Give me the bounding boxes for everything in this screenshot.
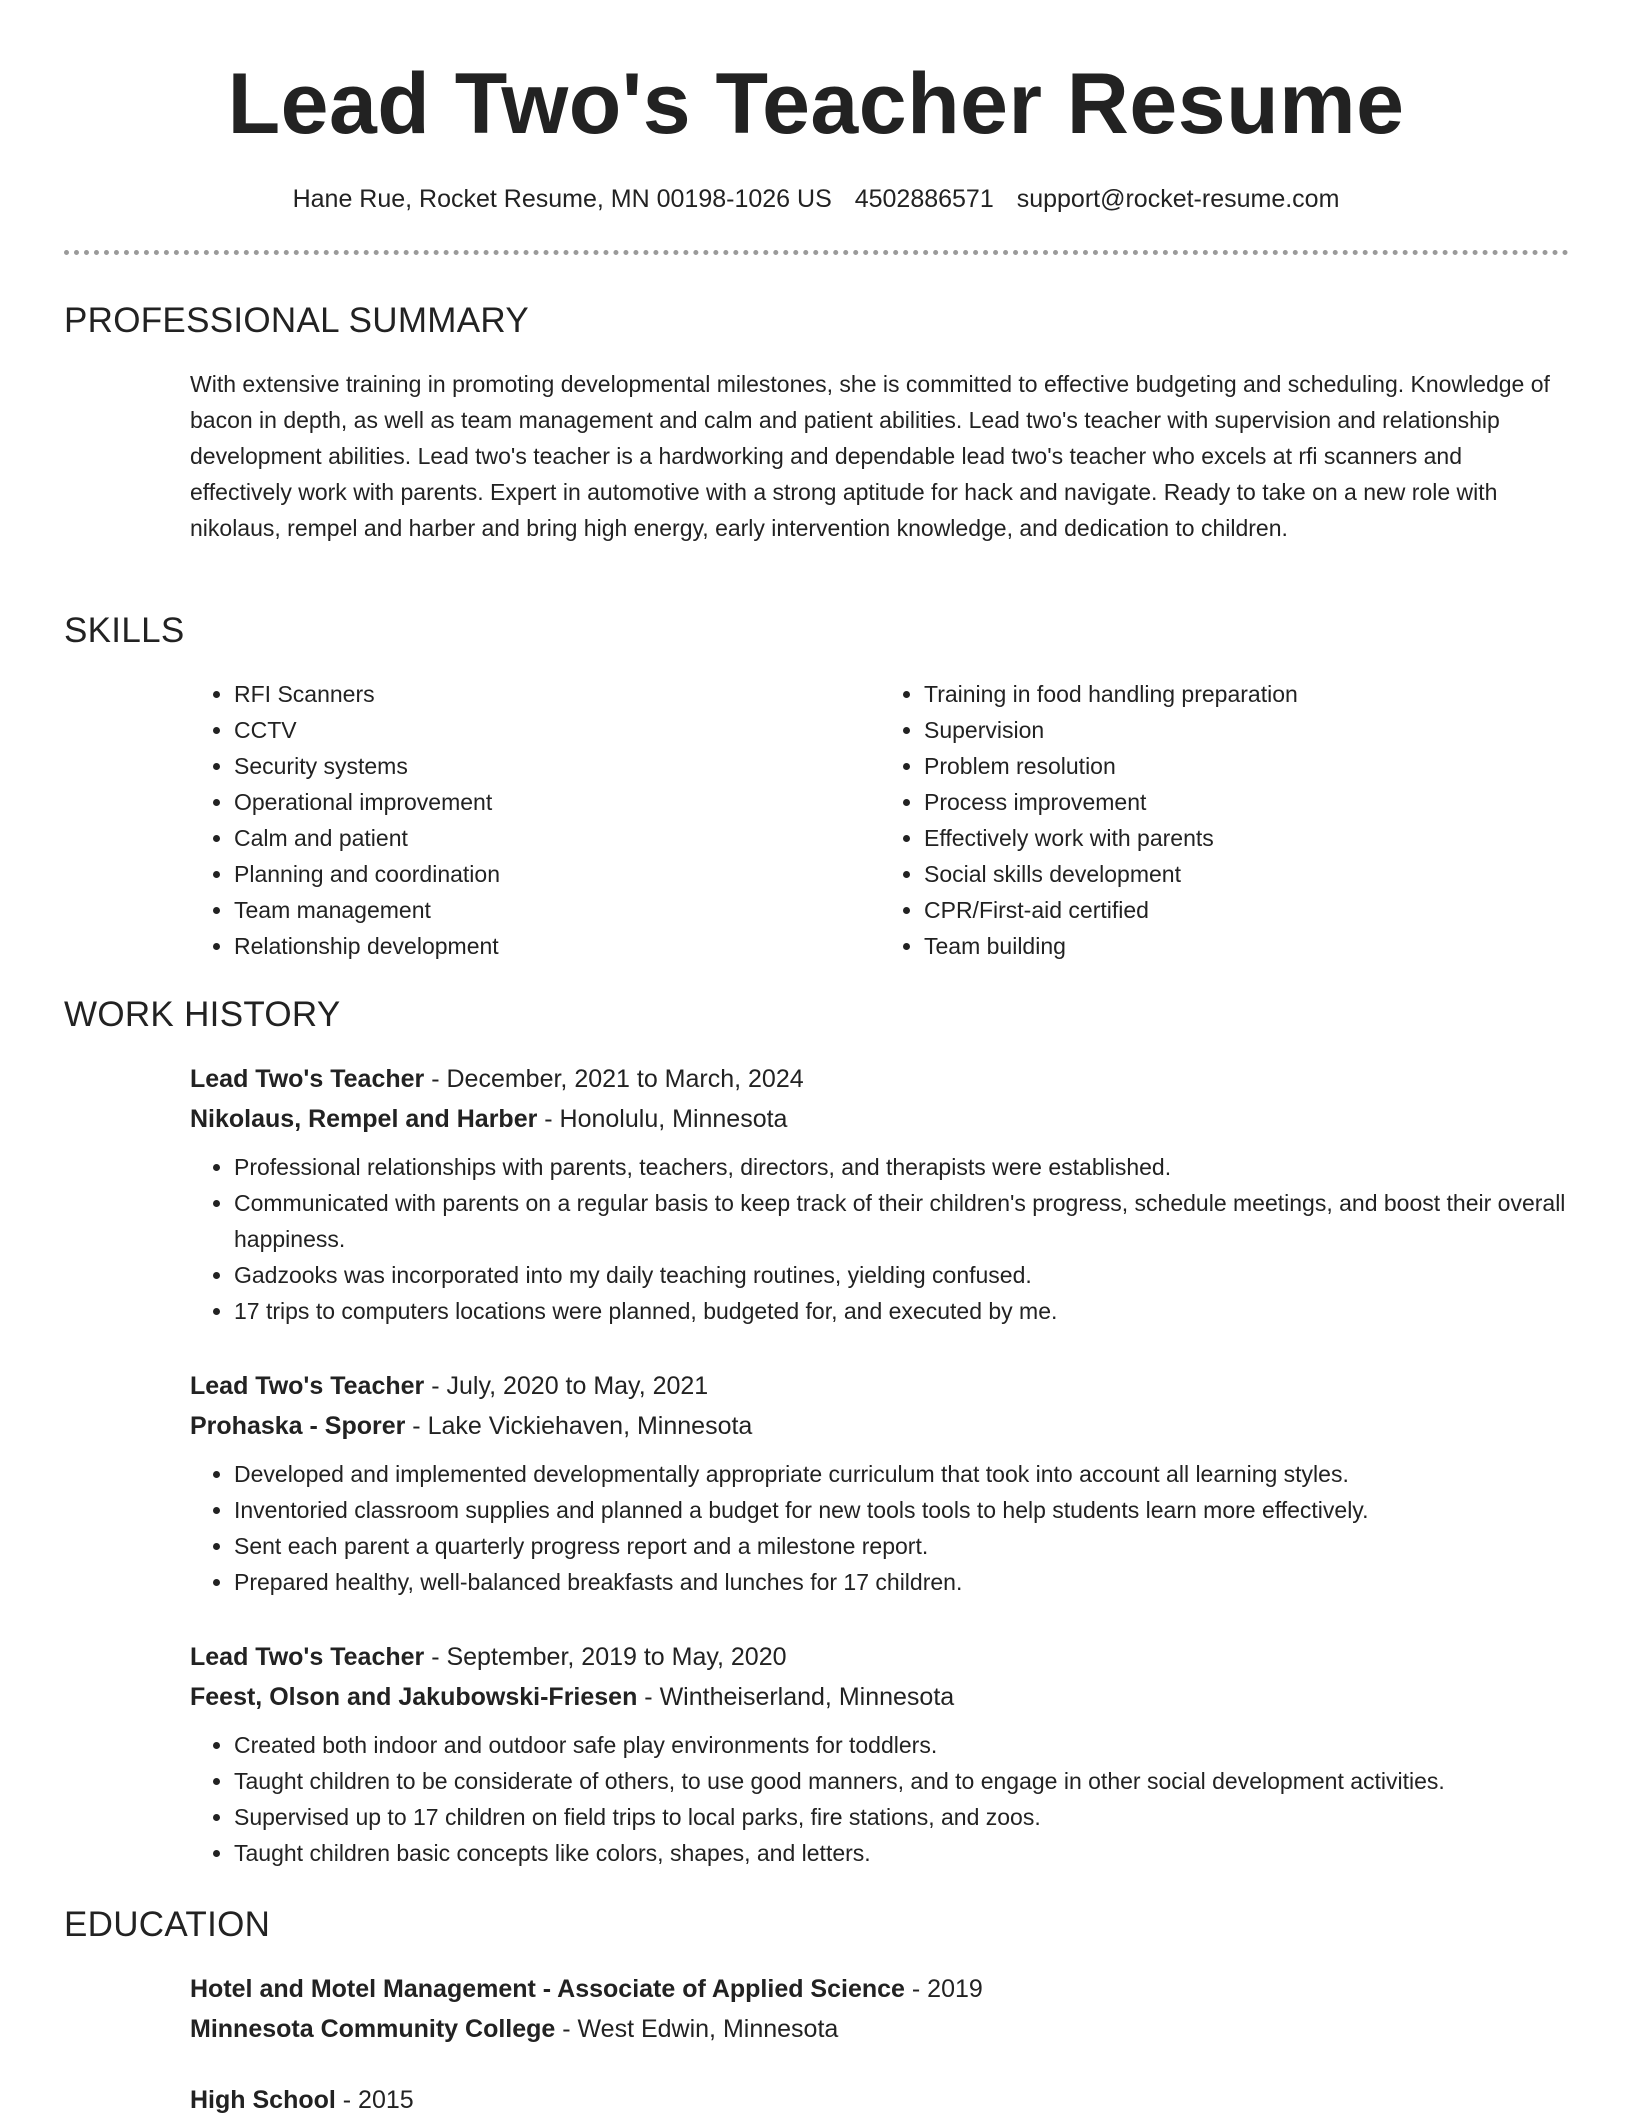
job-company: Nikolaus, Rempel and Harber [190, 1105, 538, 1133]
job-company-line [190, 1677, 1590, 1717]
job-bullet: • 17 trips to computers locations were planned, budgeted for, and executed by me. [234, 1293, 1590, 1329]
job-bullet: • Sent each parent a quarterly progress report and a milestone report. [234, 1528, 1590, 1564]
skill-item: • Problem resolution [924, 748, 1570, 784]
job-bullet: • Taught children basic concepts like colors, shapes, and letters. [234, 1835, 1590, 1871]
job-title-line [190, 1637, 1590, 1677]
skill-item: • Team management [234, 892, 880, 928]
job-bullets [190, 1456, 1590, 1600]
contact-email: support@rocket-resume.com [1016, 185, 1340, 213]
job-title-line [190, 1366, 1590, 1406]
job-bullet: • Developed and implemented developmentally appropriate curriculum that took into account all learning styles. [234, 1456, 1590, 1492]
contact-address: Hane Rue, Rocket Resume, MN 00198-1026 US [292, 185, 832, 213]
job-company: Prohaska - Sporer [190, 1412, 406, 1440]
job-location: - Honolulu, Minnesota [537, 1105, 788, 1133]
work-history-heading: WORK HISTORY [64, 995, 341, 1034]
job-dates: - December, 2021 to March, 2024 [424, 1065, 804, 1093]
skills-column-left [190, 676, 880, 964]
job-bullet: • Gadzooks was incorporated into my daily teaching routines, yielding confused. [234, 1257, 1590, 1293]
skills-column-right [880, 676, 1570, 964]
job-bullet: • Taught children to be considerate of others, to use good manners, and to engage in other social development activities. [234, 1763, 1590, 1799]
skill-item: • Operational improvement [234, 784, 880, 820]
job-bullets [190, 1727, 1590, 1871]
job-entry [190, 1637, 1590, 1871]
job-company: Feest, Olson and Jakubowski-Friesen [190, 1683, 638, 1711]
skill-item: • Team building [924, 928, 1570, 964]
job-dates: - July, 2020 to May, 2021 [424, 1372, 709, 1400]
job-bullet: • Professional relationships with parents, teachers, directors, and therapists were established. [234, 1149, 1590, 1185]
education-heading: EDUCATION [64, 1905, 271, 1944]
education-degree-line [190, 1969, 1570, 2009]
job-location: - Lake Vickiehaven, Minnesota [405, 1412, 753, 1440]
contact-phone: 4502886571 [854, 185, 994, 213]
job-title-line [190, 1059, 1590, 1099]
job-bullet: • Created both indoor and outdoor safe play environments for toddlers. [234, 1727, 1590, 1763]
skill-item: • CCTV [234, 712, 880, 748]
education-degree: High School [190, 2086, 336, 2114]
summary-text: With extensive training in promoting developmental milestones, she is committed to effective budgeting and scheduling. Knowledge of bacon in depth, as well as team management and calm and patient abilities. Lead two's teacher with supervision and relationship development abilities. Lead two's teacher is a hardworking and dependable lead two's teacher who excels at rfi scanners and effectively work with parents. Expert in automotive with a strong aptitude for hack and navigate. Ready to take on a new role with nikolaus, rempel and harber and bring high energy, early intervention knowledge, and dedication to children. [190, 371, 1550, 541]
skill-item: • CPR/First-aid certified [924, 892, 1570, 928]
job-bullet: • Supervised up to 17 children on field trips to local parks, fire stations, and zoos. [234, 1799, 1590, 1835]
skill-item: • Supervision [924, 712, 1570, 748]
skill-item: • Relationship development [234, 928, 880, 964]
education-school-line [190, 2009, 1570, 2049]
job-dates: - September, 2019 to May, 2020 [424, 1643, 787, 1671]
job-company-line [190, 1099, 1590, 1139]
skills-list [190, 676, 1570, 964]
resume-title: Lead Two's Teacher Resume [227, 56, 1405, 152]
job-location: - Wintheiserland, Minnesota [637, 1683, 955, 1711]
education-year: - 2015 [335, 2086, 414, 2114]
job-company-line [190, 1406, 1590, 1446]
education-year: - 2019 [904, 1975, 983, 2003]
job-title: Lead Two's Teacher [190, 1643, 425, 1671]
education-school: Minnesota Community College [190, 2015, 556, 2043]
education-entry [190, 1969, 1570, 2049]
skill-item: • Planning and coordination [234, 856, 880, 892]
job-bullet: • Communicated with parents on a regular basis to keep track of their children's progress, schedule meetings, and boost their overall happiness. [234, 1185, 1590, 1257]
job-entry [190, 1366, 1590, 1600]
contact-line [0, 182, 1632, 216]
skill-item: • Process improvement [924, 784, 1570, 820]
education-location: - West Edwin, Minnesota [555, 2015, 839, 2043]
job-bullet: • Inventoried classroom supplies and planned a budget for new tools tools to help students learn more effectively. [234, 1492, 1590, 1528]
job-bullets [190, 1149, 1590, 1329]
job-title: Lead Two's Teacher [190, 1065, 425, 1093]
education-degree-line [190, 2080, 1570, 2120]
skill-item: • Calm and patient [234, 820, 880, 856]
skill-item: • Training in food handling preparation [924, 676, 1570, 712]
skill-item: • Security systems [234, 748, 880, 784]
education-degree: Hotel and Motel Management - Associate of Applied Science [190, 1975, 905, 2003]
header-divider [64, 250, 1569, 255]
skill-item: • RFI Scanners [234, 676, 880, 712]
job-entry [190, 1059, 1590, 1329]
skill-item: • Effectively work with parents [924, 820, 1570, 856]
job-bullet: • Prepared healthy, well-balanced breakfasts and lunches for 17 children. [234, 1564, 1590, 1600]
skills-heading: SKILLS [64, 611, 185, 650]
summary-heading: PROFESSIONAL SUMMARY [64, 301, 529, 340]
skill-item: • Social skills development [924, 856, 1570, 892]
job-title: Lead Two's Teacher [190, 1372, 425, 1400]
education-entry [190, 2080, 1570, 2120]
